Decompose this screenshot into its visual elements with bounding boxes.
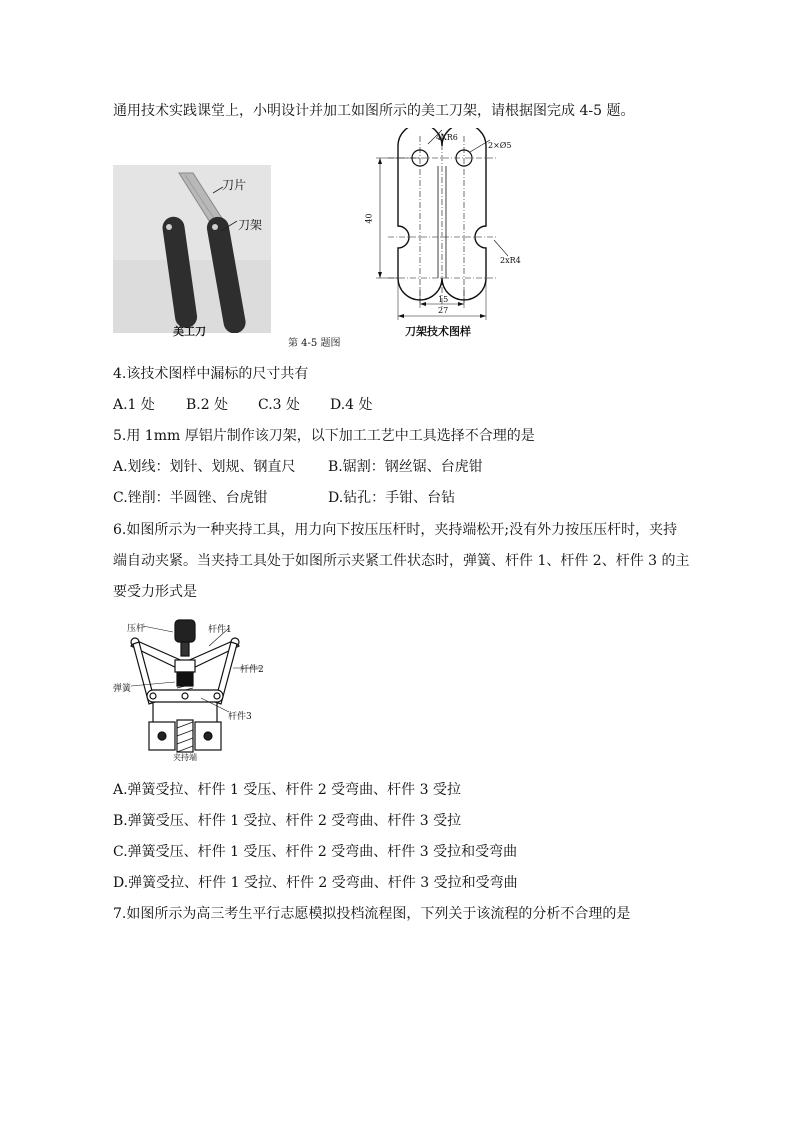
q6-stem-line3: 要受力形式是 [113,584,197,600]
q5-option-d: D.钻孔：手钳、台钻 [328,490,456,506]
label-rod1: 杆件1 [208,625,232,635]
q5-option-c: C.锉削：半圆锉、台虎钳 [113,490,268,506]
clamp-figure [113,612,273,764]
q4-option-c: C.3 处 [258,397,301,413]
holder-drawing-svg [358,128,548,328]
knife-photo-svg [113,165,271,333]
q6-option-a: A.弹簧受拉、杆件 1 受压、杆件 2 受弯曲、杆件 3 受拉 [113,782,461,798]
q4-option-a: A.1 处 [113,397,155,413]
dim-phi5: 2×Ø5 [488,141,512,150]
holder-drawing [358,128,548,328]
dim-27: 27 [438,306,449,315]
label-clamp-end: 夹持端 [173,753,197,762]
dim-r6: 4XR6 [436,133,458,142]
intro-text: 通用技术实践课堂上，小明设计并加工如图所示的美工刀架，请根据图完成 4-5 题。 [113,103,635,119]
q4-option-d: D.4 处 [330,397,373,413]
label-blade: 刀片 [222,178,247,192]
label-holder: 刀架 [238,218,263,232]
q6-option-c: C.弹簧受压、杆件 1 受压、杆件 2 受弯曲、杆件 3 受拉和受弯曲 [113,844,518,860]
knife-photo [113,165,271,333]
q5-option-b: B.锯割：钢丝锯、台虎钳 [328,459,483,475]
q4-option-b: B.2 处 [186,397,229,413]
q6-stem-line2: 端自动夹紧。当夹持工具处于如图所示夹紧工件状态时，弹簧、杆件 1、杆件 2、杆件 3 的主 [113,553,690,569]
figure-45-caption: 第 4-5 题图 [288,338,341,349]
drawing-caption: 刀架技术图样 [405,325,471,338]
label-rod2: 杆件2 [240,665,264,675]
dim-40: 40 [364,213,374,224]
q4-stem: 4.该技术图样中漏标的尺寸共有 [113,366,309,382]
dim-15: 15 [438,295,449,304]
clamp-figure-svg [113,612,273,764]
label-press-rod: 压杆 [127,624,146,634]
q5-stem: 5.用 1mm 厚铝片制作该刀架，以下加工工艺中工具选择不合理的是 [113,428,535,444]
dim-r4: 2xR4 [500,256,521,265]
q7-stem: 7.如图所示为高三考生平行志愿模拟投档流程图，下列关于该流程的分析不合理的是 [113,906,631,922]
q6-option-b: B.弹簧受压、杆件 1 受拉、杆件 2 受弯曲、杆件 3 受拉 [113,813,462,829]
label-spring: 弹簧 [113,684,132,694]
photo-caption: 美工刀 [173,325,206,338]
label-rod3: 杆件3 [228,712,252,722]
q5-option-a: A.划线：划针、划规、钢直尺 [113,459,296,475]
q6-stem-line1: 6.如图所示为一种夹持工具，用力向下按压压杆时，夹持端松开;没有外力按压压杆时，夹持 [113,522,678,538]
q6-option-d: D.弹簧受拉、杆件 1 受拉、杆件 2 受弯曲、杆件 3 受拉和受弯曲 [113,875,518,891]
